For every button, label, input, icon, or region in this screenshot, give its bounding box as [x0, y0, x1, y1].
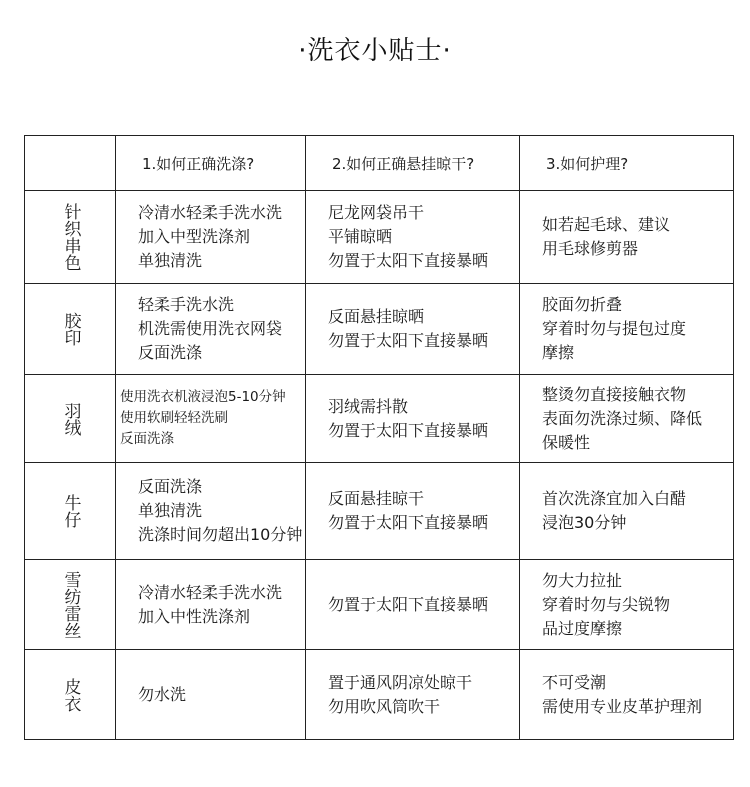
category-cell	[25, 650, 116, 740]
dry-line: 尼龙网袋吊干	[328, 203, 425, 222]
dry-line: 平铺晾晒	[328, 227, 393, 246]
care-cell	[520, 191, 734, 284]
table-row	[25, 463, 734, 560]
care-cell	[520, 284, 734, 375]
dry-cell	[306, 463, 520, 560]
dry-line: 勿用吹风筒吹干	[328, 696, 441, 716]
care-line: 保暖性	[542, 432, 591, 452]
wash-line: 反面洗涤	[138, 343, 203, 362]
category-label: 皮衣	[60, 677, 81, 712]
table-row	[25, 375, 734, 463]
wash-line: 勿水洗	[138, 684, 187, 704]
table-row	[25, 560, 734, 650]
care-line: 整烫勿直接接触衣物	[542, 384, 687, 404]
dry-line: 反面悬挂晾晒	[328, 307, 425, 326]
category-cell	[25, 284, 116, 375]
dry-line: 勿置于太阳下直接暴晒	[328, 594, 489, 614]
care-line: 穿着时勿与提包过度	[542, 319, 687, 338]
dry-cell	[306, 560, 520, 650]
dry-line: 羽绒需抖散	[328, 396, 409, 416]
wash-line: 单独清洗	[138, 251, 203, 270]
dry-line: 勿置于太阳下直接暴晒	[328, 251, 489, 270]
page-title: ·洗衣小贴士·	[298, 36, 452, 66]
wash-line: 冷清水轻柔手洗水洗	[138, 582, 283, 602]
wash-line: 洗涤时间勿超出10分钟	[138, 525, 303, 544]
table-row	[25, 284, 734, 375]
care-line: 表面勿洗涤过频、降低	[542, 408, 703, 428]
category-cell	[25, 375, 116, 463]
dry-line: 勿置于太阳下直接暴晒	[328, 420, 489, 440]
dry-line: 置于通风阴凉处晾干	[328, 672, 473, 692]
wash-line: 单独清洗	[138, 501, 203, 520]
care-line: 穿着时勿与尖锐物	[542, 594, 671, 614]
care-cell	[520, 650, 734, 740]
care-cell	[520, 560, 734, 650]
dry-cell	[306, 191, 520, 284]
care-line: 浸泡30分钟	[542, 513, 627, 532]
wash-line: 冷清水轻柔手洗水洗	[138, 203, 283, 222]
care-line: 品过度摩擦	[542, 618, 623, 638]
dry-line: 勿置于太阳下直接暴晒	[328, 513, 489, 532]
laundry-tips-table	[24, 135, 734, 740]
care-line: 用毛球修剪器	[542, 239, 639, 258]
wash-line: 使用软刷轻轻洗刷	[120, 410, 228, 426]
care-line: 如若起毛球、建议	[542, 215, 671, 234]
dry-line: 反面悬挂晾干	[328, 489, 425, 508]
header-row	[25, 136, 734, 191]
wash-line: 加入中性洗涤剂	[138, 606, 251, 626]
header-care: 3.如何护理?	[520, 136, 734, 191]
dry-cell	[306, 284, 520, 375]
header-wash: 1.如何正确洗涤?	[116, 136, 306, 191]
table-row	[25, 650, 734, 740]
table-row	[25, 191, 734, 284]
wash-line: 使用洗衣机液浸泡5-10分钟	[120, 389, 286, 405]
dry-cell	[306, 650, 520, 740]
category-label: 牛仔	[60, 494, 81, 528]
category-label: 雪纺雷丝	[60, 570, 81, 639]
care-line: 勿大力拉扯	[542, 570, 623, 590]
care-line: 胶面勿折叠	[542, 295, 623, 314]
care-line: 不可受潮	[542, 672, 607, 692]
category-label: 针织串色	[60, 203, 81, 271]
category-label: 胶印	[60, 312, 81, 346]
wash-line: 反面洗涤	[138, 477, 203, 496]
care-line: 摩擦	[542, 343, 575, 362]
care-cell	[520, 375, 734, 463]
wash-cell	[116, 463, 306, 560]
header-corner-cell	[25, 136, 116, 191]
wash-line: 反面洗涤	[120, 431, 174, 447]
wash-cell	[116, 560, 306, 650]
wash-line: 轻柔手洗水洗	[138, 295, 235, 314]
header-dry: 2.如何正确悬挂晾干?	[306, 136, 520, 191]
wash-line: 机洗需使用洗衣网袋	[138, 319, 283, 338]
care-line: 首次洗涤宜加入白醋	[542, 489, 687, 508]
wash-cell	[116, 191, 306, 284]
care-cell	[520, 463, 734, 560]
wash-cell	[116, 650, 306, 740]
care-line: 需使用专业皮革护理剂	[542, 696, 703, 716]
dry-line: 勿置于太阳下直接暴晒	[328, 331, 489, 350]
wash-cell	[116, 284, 306, 375]
dry-cell	[306, 375, 520, 463]
wash-line: 加入中型洗涤剂	[138, 227, 251, 246]
category-cell	[25, 560, 116, 650]
category-cell	[25, 191, 116, 284]
wash-cell	[116, 375, 306, 463]
category-label: 羽绒	[60, 401, 81, 436]
category-cell	[25, 463, 116, 560]
